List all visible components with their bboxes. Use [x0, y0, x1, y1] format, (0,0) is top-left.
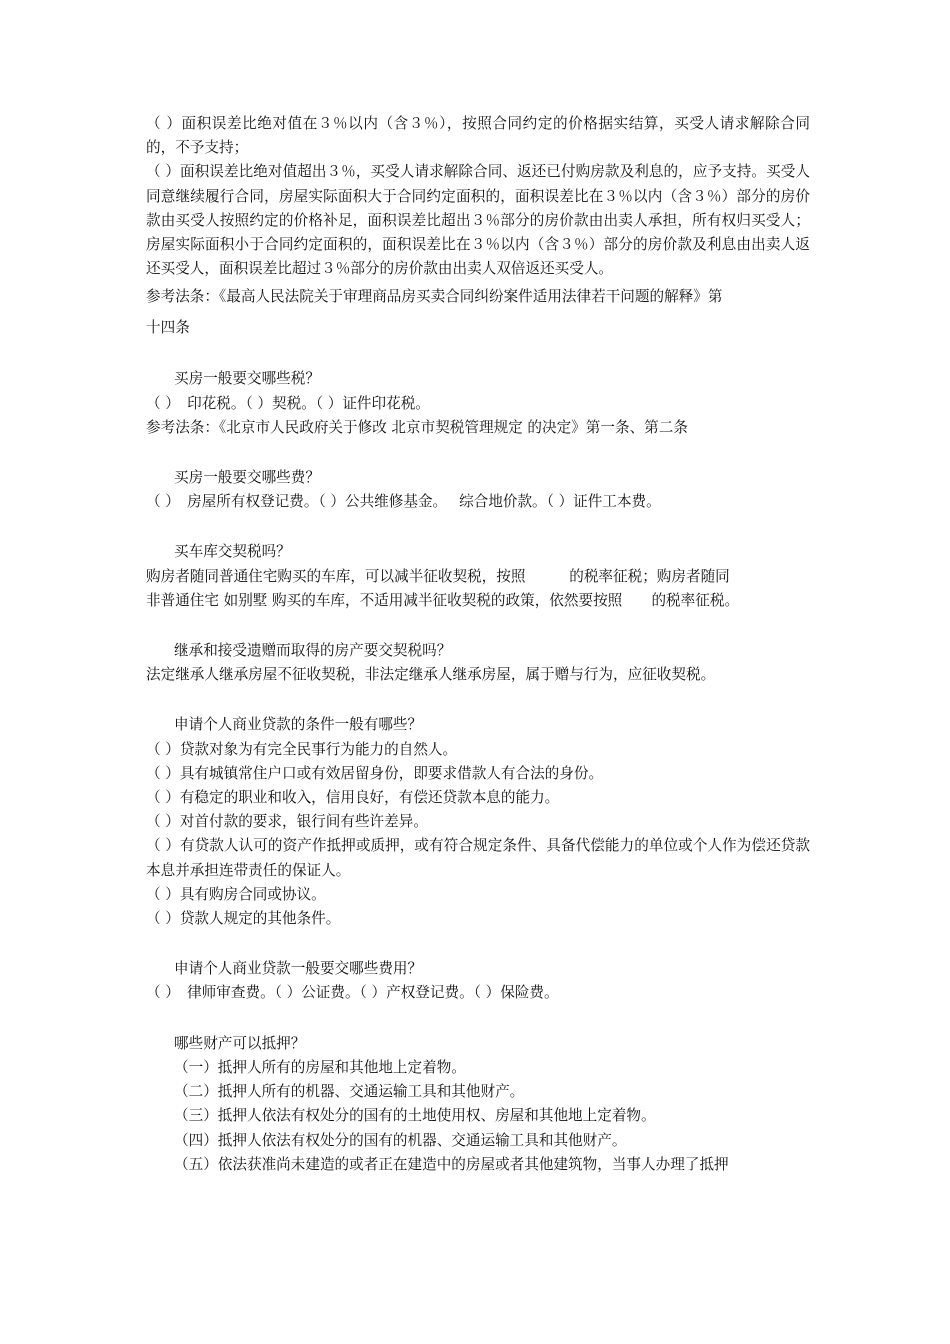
- list-item: （ ）对首付款的要求，银行间有些许差异。: [146, 813, 428, 831]
- list-item: （ ）贷款对象为有完全民事行为能力的自然人。: [146, 740, 458, 758]
- list-item: （ ）具有城镇常住户口或有效居留身份，即要求借款人有合法的身份。: [146, 764, 604, 782]
- answer-text: 非普通住宅 如别墅 购买的车库，不适用减半征收契税的政策，依然要按照 的税率征税。: [146, 591, 740, 609]
- list-item: （三）抵押人依法有权处分的国有的土地使用权、房屋和其他地上定着物。: [174, 1107, 656, 1125]
- list-item: （五）依法获准尚未建造的或者正在建造中的房屋或者其他建筑物，当事人办理了抵押: [174, 1155, 729, 1173]
- answer-text: （ ） 房屋所有权登记费。（ ）公共维修基金。 综合地价款。（ ）证件工本费。: [146, 493, 661, 511]
- reference-law-line: 十四条: [146, 319, 190, 337]
- list-item: （四）抵押人依法有权处分的国有的机器、交通运输工具和其他财产。: [174, 1131, 627, 1149]
- question-heading: 申请个人商业贷款一般要交哪些费用？: [174, 960, 423, 978]
- list-item: （二）抵押人所有的机器、交通运输工具和其他财产。: [174, 1083, 525, 1101]
- list-item: （ ）具有购房合同或协议。: [146, 885, 326, 903]
- answer-text: 购房者随同普通住宅购买的车库，可以减半征收契税，按照 的税率征税；购房者随同: [146, 567, 730, 585]
- answer-text: 法定继承人继承房屋不征收契税，非法定继承人继承房屋，属于赠与行为，应征收契税。: [146, 666, 716, 684]
- question-heading: 哪些财产可以抵押？: [174, 1034, 306, 1052]
- question-heading: 申请个人商业贷款的条件一般有哪些？: [174, 716, 423, 734]
- question-heading: 买房一般要交哪些费？: [174, 469, 320, 487]
- answer-text: （ ） 印花税。（ ）契税。（ ）证件印花税。: [146, 394, 430, 412]
- question-heading: 买房一般要交哪些税？: [174, 370, 320, 388]
- list-item: （ ）贷款人规定的其他条件。: [146, 910, 341, 928]
- document-page: [146, 112, 810, 1177]
- question-heading: 继承和接受遗赠而取得的房产要交契税吗？: [174, 642, 452, 660]
- question-heading: 买车库交契税吗？: [174, 543, 291, 561]
- paragraph-area-over-3pct: （ ）面积误差比绝对值超出３％，买受人请求解除合同、返还已付购房款及利息的，应予支持。买受人同意继续履行合同，房屋实际面积大于合同约定面积的，面积误差比在３％以内（含３％）部分的房价款由买受人按照约定的价格补足，面积误差比超出３％部分的房价款由出卖人承担，所有权归买受人；房屋实际面积小于合同约定面积的，面积误差比在３％以内（含３％）部分的房价款及利息由出卖人返还买受人，面积误差比超过３％部分的房价款由出卖人双倍返还买受人。: [146, 163, 810, 278]
- list-item: （一）抵押人所有的房屋和其他地上定着物。: [174, 1058, 466, 1076]
- reference-law-line: 参考法条：《北京市人民政府关于修改 北京市契税管理规定 的决定》第一条、第二条: [146, 418, 688, 436]
- reference-law-line: 参考法条：《最高人民法院关于审理商品房买卖合同纠纷案件适用法律若干问题的解释》第: [146, 288, 723, 306]
- answer-text: （ ） 律师审查费。（ ）公证费。（ ）产权登记费。（ ）保险费。: [146, 984, 559, 1002]
- list-item: （ ）有贷款人认可的资产作抵押或质押，或有符合规定条件、具备代偿能力的单位或个人作为偿还贷款本息并承担连带责任的保证人。: [146, 837, 810, 879]
- list-item: （ ）有稳定的职业和收入，信用良好，有偿还贷款本息的能力。: [146, 789, 560, 807]
- paragraph-area-within-3pct: （ ）面积误差比绝对值在３％以内（含３％），按照合同约定的价格据实结算，买受人请求解除合同的，不予支持；: [146, 115, 810, 157]
